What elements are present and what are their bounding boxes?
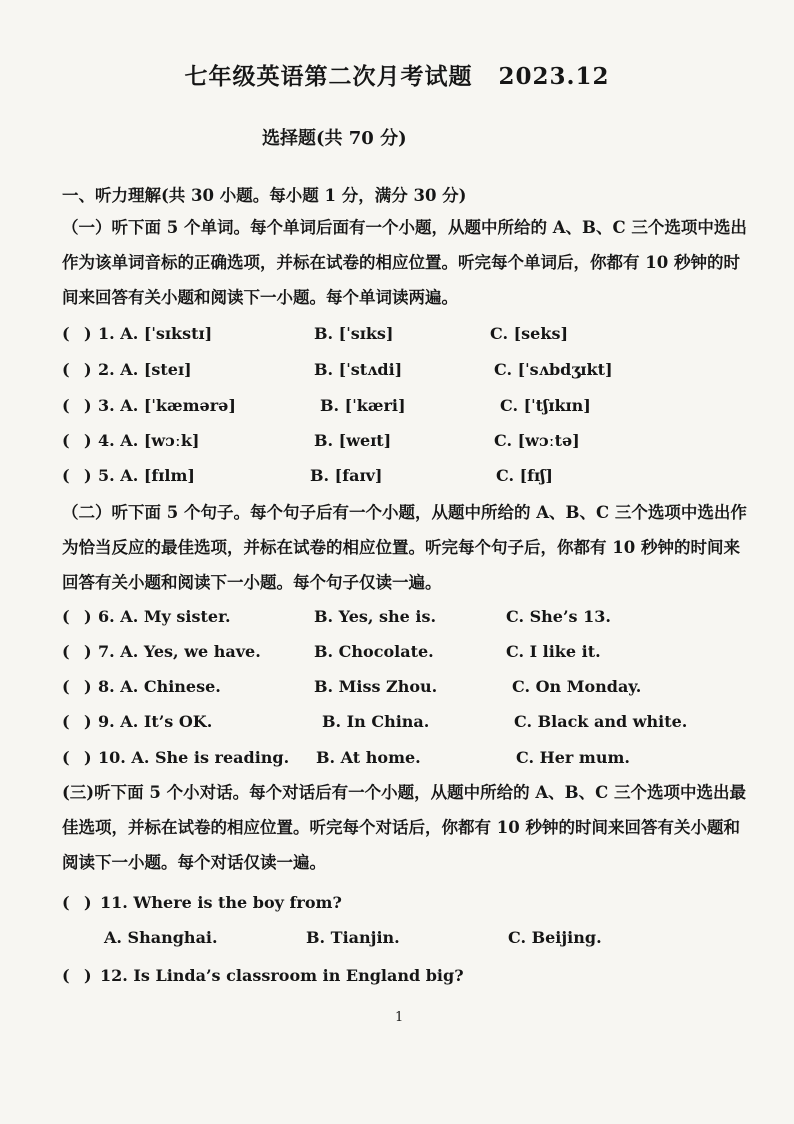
sec2-instruction: （二）听下面 5 个句子。每个句子后有一个小题，从题中所给的 A、B、C 三个选项中选出作为恰当反应的最佳选项，并标在试卷的相应位置。听完每个句子后，你都有 10 秒钟的时间来回答有关小题和阅读下一小题。每个句子仅读一遍。	[62, 503, 747, 592]
part1-heading: 一、听力理解(共 30 小题。每小题 1 分，满分 30 分)	[62, 186, 467, 205]
option-b: B. [faɪv]	[310, 466, 383, 485]
option-a: A. Shanghai.	[104, 928, 218, 947]
page-title	[0, 58, 794, 91]
option-b: B. [ˈsɪks]	[314, 324, 394, 343]
question-row: ( ) 3. A. [ˈkæmərə] B. [ˈkæri] C. [ˈtʃɪkɪn]	[62, 396, 591, 415]
options-row	[62, 928, 752, 954]
question-row: ( ) 2. A. [steɪ] B. [ˈstʌdi] C. [ˈsʌbdʒɪkt]	[62, 360, 613, 379]
option-a: 3. A. [ˈkæmərə]	[98, 396, 236, 415]
question-text: 12. Is Linda’s classroom in England big?	[100, 966, 464, 985]
option-c: C. On Monday.	[512, 677, 642, 696]
sec1-instruction: （一）听下面 5 个单词。每个单词后面有一个小题，从题中所给的 A、B、C 三个选项中选出作为该单词音标的正确选项，并标在试卷的相应位置。听完每个单词后，你都有 10 秒钟的时间来回答有关小题和阅读下一小题。每个单词读两遍。	[62, 218, 747, 307]
page-number: 1	[395, 1010, 404, 1025]
sec3-instruction: (三)听下面 5 个小对话。每个对话后有一个小题，从题中所给的 A、B、C 三个选项中选出最佳选项，并标在试卷的相应位置。听完每个对话后，你都有 10 秒钟的时间来回答有关小题和阅读下一小题。每个对话仅读一遍。	[62, 783, 746, 872]
option-a: 6. A. My sister.	[98, 607, 231, 626]
option-b: B. [ˈkæri]	[320, 396, 406, 415]
option-a: 2. A. [steɪ]	[98, 360, 192, 379]
option-b: B. At home.	[316, 748, 421, 767]
question-row: ( ) 1. A. [ˈsɪkstɪ] B. [ˈsɪks] C. [seks]	[62, 324, 569, 343]
option-a: 9. A. It’s OK.	[98, 712, 213, 731]
option-a: 1. A. [ˈsɪkstɪ]	[98, 324, 213, 343]
option-c: C. [ˈsʌbdʒɪkt]	[494, 360, 613, 379]
option-c: C. Beijing.	[508, 928, 602, 947]
question-row: ( ) 8. A. Chinese. B. Miss Zhou. C. On Monday.	[62, 677, 642, 696]
option-c: C. [wɔːtə]	[494, 431, 580, 450]
option-b: B. In China.	[322, 712, 430, 731]
option-c: C. She’s 13.	[506, 607, 611, 626]
option-c: C. I like it.	[506, 642, 601, 661]
question-row: ( ) 10. A. She is reading. B. At home. C. Her mum.	[62, 748, 630, 767]
option-a: 10. A. She is reading.	[98, 748, 290, 767]
option-c: C. Black and white.	[514, 712, 688, 731]
option-b: B. Miss Zhou.	[314, 677, 438, 696]
option-b: B. [weɪt]	[314, 431, 392, 450]
question-text: 11. Where is the boy from?	[100, 893, 342, 912]
option-b: B. Yes, she is.	[314, 607, 437, 626]
option-b: B. Chocolate.	[314, 642, 434, 661]
question-row: ( ) 7. A. Yes, we have. B. Chocolate. C. I like it.	[62, 642, 601, 661]
title-date: 2023.12	[498, 63, 610, 90]
option-a: 7. A. Yes, we have.	[98, 642, 261, 661]
option-a: 4. A. [wɔːk]	[98, 431, 200, 450]
option-c: C. [seks]	[490, 324, 569, 343]
question-row: ( ) 9. A. It’s OK. B. In China. C. Black and white.	[62, 712, 688, 731]
option-a: 8. A. Chinese.	[98, 677, 221, 696]
question-row: ( ) 5. A. [fɪlm] B. [faɪv] C. [fɪʃ]	[62, 466, 553, 485]
question-row: ( ) 6. A. My sister. B. Yes, she is. C. She’s 13.	[62, 607, 611, 626]
option-b: B. [ˈstʌdi]	[314, 360, 403, 379]
question-row: ( ) 4. A. [wɔːk] B. [weɪt] C. [wɔːtə]	[62, 431, 580, 450]
option-c: C. [ˈtʃɪkɪn]	[500, 396, 591, 415]
question-row: ( ) 11. Where is the boy from?	[62, 893, 342, 912]
section-subtitle: 选择题(共 70 分)	[262, 128, 407, 149]
option-a: 5. A. [fɪlm]	[98, 466, 195, 485]
option-c: C. [fɪʃ]	[496, 466, 553, 485]
option-c: C. Her mum.	[516, 748, 630, 767]
question-row: ( ) 12. Is Linda’s classroom in England big?	[62, 966, 464, 985]
option-b: B. Tianjin.	[306, 928, 400, 947]
title-text: 七年级英语第二次月考试题	[184, 63, 473, 90]
